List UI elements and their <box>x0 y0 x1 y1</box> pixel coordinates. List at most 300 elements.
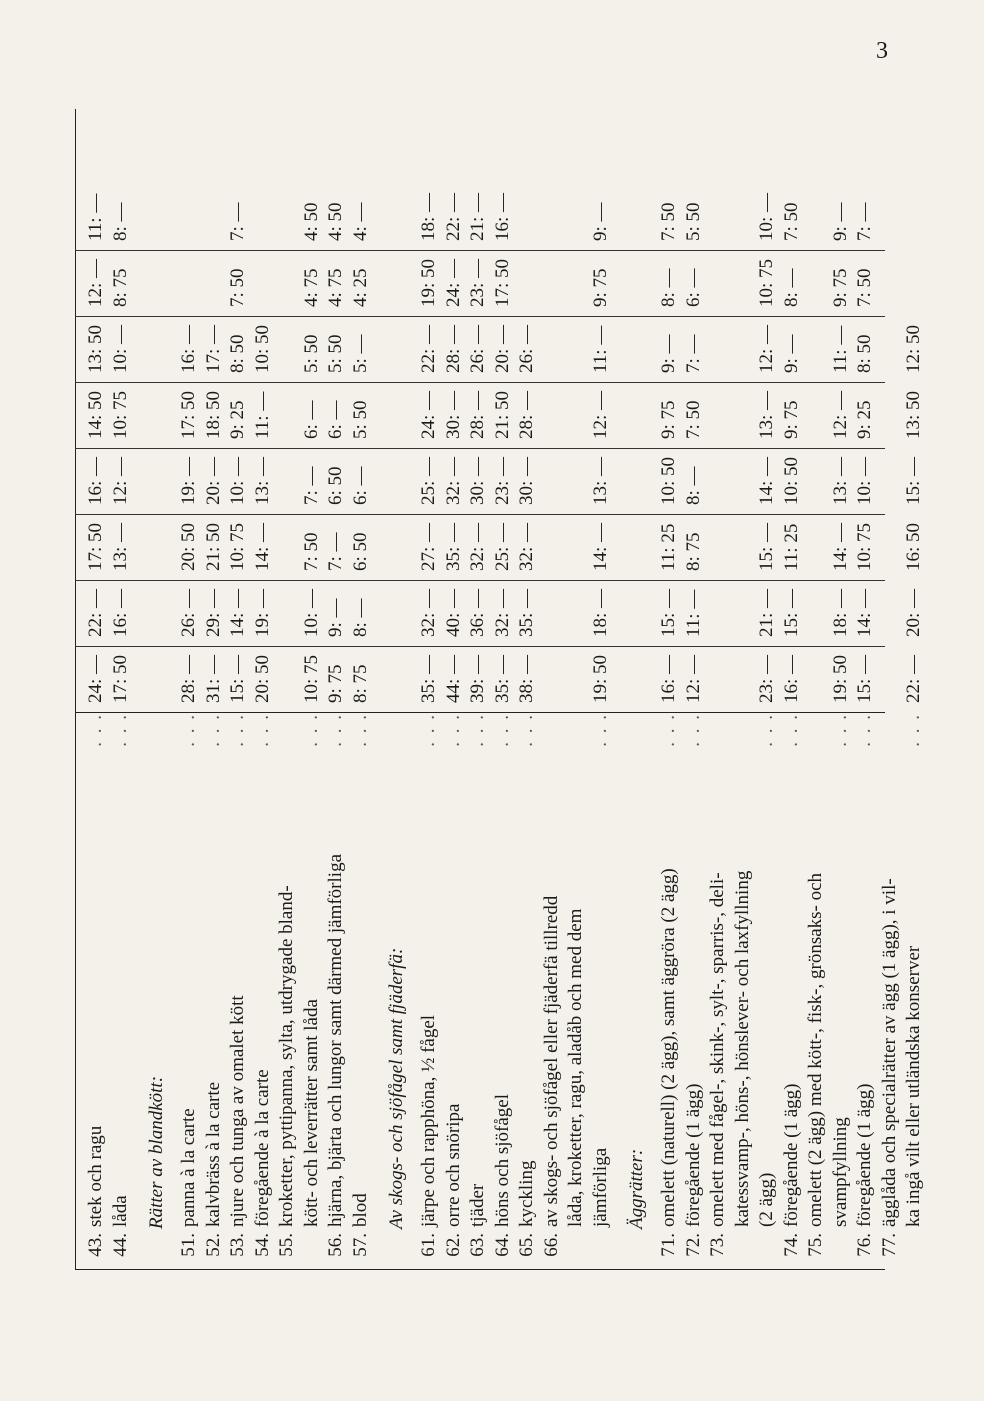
leader-dots: . . . <box>491 713 513 747</box>
row-number: 44. <box>109 1233 131 1257</box>
row-number: 65. <box>516 1233 537 1257</box>
price-cell: 10: — <box>109 324 131 373</box>
price-cell: 8: 75 <box>682 532 704 571</box>
price-cell: 16: 50 <box>903 522 924 571</box>
price-cell: 14: — <box>251 522 273 571</box>
table-row <box>108 109 134 1269</box>
price-cell: 22: — <box>442 192 464 241</box>
leader-dots: . . . <box>589 713 611 747</box>
price-cell: 20: — <box>202 456 224 505</box>
price-cell: 20: 50 <box>178 522 199 571</box>
price-cell <box>563 643 589 709</box>
price-cell: 18: 50 <box>202 390 224 439</box>
price-cell: 8: 50 <box>227 334 248 373</box>
price-cell: 36: — <box>467 588 488 637</box>
price-cell <box>705 379 731 445</box>
price-cell: 19: 50 <box>418 258 439 307</box>
row-label: kyckling <box>516 1160 537 1227</box>
row-description <box>705 713 731 1269</box>
price-cell <box>539 643 565 709</box>
price-cell <box>274 511 300 577</box>
price-cell <box>563 247 589 313</box>
price-cell: 18: — <box>418 192 439 241</box>
row-label: svampfyllning <box>829 1117 851 1227</box>
price-cell: 10: 75 <box>227 522 248 571</box>
price-cell: 4: 50 <box>300 202 322 241</box>
price-cell: 32: — <box>467 522 488 571</box>
table-row <box>877 109 903 1269</box>
price-cell: 11: — <box>251 391 273 439</box>
price-cell: 5: 50 <box>300 334 322 373</box>
leader-dots: . . . <box>227 713 248 747</box>
price-cell: 25: — <box>491 522 513 571</box>
row-description <box>108 713 134 1269</box>
price-cell: 11: — <box>829 325 851 373</box>
price-cell: 9: 75 <box>829 268 851 307</box>
price-cell <box>730 181 756 247</box>
price-cell: 38: — <box>516 654 537 703</box>
price-cell: 20: 50 <box>251 654 273 703</box>
price-cell <box>539 313 565 379</box>
row-description <box>828 713 854 1269</box>
price-cell <box>730 247 756 313</box>
price-cell: 8: — <box>109 202 131 241</box>
price-cell <box>563 313 589 379</box>
leader-dots: . . . <box>903 713 924 747</box>
row-label: tjäder <box>467 1183 488 1227</box>
price-cell: 12: — <box>85 258 106 307</box>
table-row <box>465 109 491 1269</box>
row-description <box>225 713 251 1269</box>
row-description <box>250 713 276 1269</box>
price-cell: 8: 75 <box>349 664 371 703</box>
row-description <box>514 713 540 1269</box>
row-description <box>803 713 829 1269</box>
leader-dots: . . . <box>854 713 875 747</box>
price-cell: 7: — <box>325 532 346 571</box>
price-cell: 30: — <box>516 456 537 505</box>
price-cell: 9: — <box>658 334 679 373</box>
price-cell: 13: 50 <box>85 324 106 373</box>
price-cell: 9: 75 <box>780 400 802 439</box>
price-cell <box>803 577 829 643</box>
price-cell: 13: — <box>756 390 777 439</box>
price-cell: 4: 75 <box>300 268 322 307</box>
row-description <box>588 713 614 1269</box>
row-description <box>563 713 589 1269</box>
price-cell: 9: 75 <box>589 268 611 307</box>
leader-dots: . . . <box>658 713 679 747</box>
row-label: föregående (1 ägg) <box>854 1083 875 1227</box>
price-cell <box>877 445 903 511</box>
leader-dots: . . . <box>349 713 371 747</box>
price-cell: 8: — <box>682 466 704 505</box>
table-row <box>656 109 682 1269</box>
price-cell: 14: — <box>227 588 248 637</box>
row-description <box>490 713 516 1269</box>
price-cell: 6: — <box>682 268 704 307</box>
price-cell: 16: — <box>491 192 513 241</box>
price-cell: 20: — <box>491 324 513 373</box>
row-number: 53. <box>227 1233 248 1257</box>
price-cell: 10: — <box>854 456 875 505</box>
price-cell: 8: 75 <box>109 268 131 307</box>
price-cell: 10: 75 <box>300 654 322 703</box>
row-label: ägglåda och specialrätter av ägg (1 ägg), i vil- <box>878 878 900 1227</box>
price-cell: 10: 50 <box>658 456 679 505</box>
price-cell: 21: 50 <box>202 522 224 571</box>
price-cell <box>705 181 731 247</box>
price-cell: 12: — <box>589 390 611 439</box>
row-number: 43. <box>85 1233 106 1257</box>
row-number: 62. <box>442 1233 464 1257</box>
price-cell: 11: 25 <box>658 523 679 571</box>
price-cell: 14: — <box>756 456 777 505</box>
price-cell: 4: 75 <box>325 268 346 307</box>
price-cell: 32: — <box>491 588 513 637</box>
price-cell <box>877 643 903 709</box>
price-cell: 4: 50 <box>325 202 346 241</box>
row-description <box>465 713 491 1269</box>
price-cell <box>539 445 565 511</box>
row-label: njure och tunga av omalet kött <box>227 995 248 1227</box>
price-cell: 23: — <box>756 654 777 703</box>
price-cell: 44: — <box>442 654 464 703</box>
price-cell: 18: — <box>589 588 611 637</box>
price-cell: 14: — <box>829 522 851 571</box>
row-description <box>754 713 780 1269</box>
leader-dots: . . . <box>467 713 488 747</box>
row-number: 57. <box>349 1233 371 1257</box>
row-label: omelett (naturell) (2 ägg), samt äggröra (2 ägg) <box>658 868 679 1227</box>
price-cell: 18: — <box>829 588 851 637</box>
price-cell: 19: — <box>251 588 273 637</box>
price-cell <box>250 247 276 313</box>
table-row <box>348 109 374 1269</box>
table-row <box>754 109 780 1269</box>
row-label: järpe och rapphöna, ½ fågel <box>418 1014 439 1227</box>
row-number: 76. <box>854 1233 875 1257</box>
row-label: hjärna, bjärta och lungor samt därmed jämförliga <box>325 853 346 1227</box>
price-cell <box>730 313 756 379</box>
price-cell: 22: — <box>418 324 439 373</box>
row-number: 52. <box>202 1233 224 1257</box>
row-label: ka ingå vilt eller utländska konserver <box>903 945 924 1227</box>
price-cell: 11: — <box>589 325 611 373</box>
price-cell: 26: — <box>467 324 488 373</box>
row-label: kroketter, pyttipanna, sylta, utdrygade bland- <box>276 885 297 1227</box>
row-label: föregående à la carte <box>251 1069 273 1227</box>
row-description <box>416 713 442 1269</box>
price-cell <box>803 247 829 313</box>
price-cell <box>901 181 927 247</box>
leader-dots: . . . <box>251 713 273 747</box>
price-table <box>75 109 924 1270</box>
row-description <box>176 713 202 1269</box>
price-cell <box>274 577 300 643</box>
price-cell <box>803 511 829 577</box>
table-row <box>323 109 349 1269</box>
row-description <box>730 713 756 1269</box>
price-cell: 7: 50 <box>227 268 248 307</box>
row-number: 72. <box>682 1233 704 1257</box>
price-cell <box>514 247 540 313</box>
price-cell <box>539 181 565 247</box>
price-cell <box>274 181 300 247</box>
row-label: omelett (2 ägg) med kött-, fisk-, grönsaks- och <box>805 872 826 1227</box>
price-cell: 9: 25 <box>854 400 875 439</box>
row-number: 63. <box>467 1233 488 1257</box>
price-cell: 15: — <box>780 588 802 637</box>
price-cell: 7: 50 <box>658 202 679 241</box>
table-row <box>730 109 756 1269</box>
price-cell: 12: — <box>756 324 777 373</box>
price-cell: 17: — <box>202 324 224 373</box>
row-label: låda <box>109 1195 131 1227</box>
price-cell: 15: — <box>658 588 679 637</box>
price-cell: 17: 50 <box>491 258 513 307</box>
row-description <box>274 713 300 1269</box>
price-cell: 8: — <box>349 598 371 637</box>
price-cell: 22: — <box>85 588 106 637</box>
table-row <box>901 109 927 1269</box>
price-cell: 16: — <box>658 654 679 703</box>
leader-dots: . . . <box>300 713 322 747</box>
price-cell <box>201 247 227 313</box>
table-row <box>828 109 854 1269</box>
price-cell: 13: 50 <box>903 390 924 439</box>
row-number: 73. <box>707 1233 728 1257</box>
price-cell: 7: — <box>854 202 875 241</box>
price-cell <box>539 511 565 577</box>
table-row <box>779 109 805 1269</box>
price-cell: 7: — <box>300 466 322 505</box>
price-cell <box>730 643 756 709</box>
price-cell: 10: — <box>300 588 322 637</box>
price-cell: 15: — <box>903 456 924 505</box>
price-cell <box>539 247 565 313</box>
price-cell: 23: — <box>467 258 488 307</box>
price-cell: 32: — <box>418 588 439 637</box>
price-cell <box>803 643 829 709</box>
row-number: 71. <box>658 1233 679 1257</box>
price-cell: 10: 75 <box>109 390 131 439</box>
price-cell: 14: — <box>589 522 611 571</box>
price-cell: 16: — <box>178 324 199 373</box>
price-cell <box>539 577 565 643</box>
price-cell: 9: — <box>829 202 851 241</box>
price-cell: 15: — <box>854 654 875 703</box>
leader-dots: . . . <box>756 713 777 747</box>
price-cell: 9: 75 <box>325 664 346 703</box>
price-cell: 16: — <box>85 456 106 505</box>
row-label: av skogs- och sjöfågel eller fjäderfä tillredd <box>540 895 562 1227</box>
price-cell <box>730 379 756 445</box>
price-cell: 7: 50 <box>300 532 322 571</box>
row-description <box>901 713 927 1269</box>
table-row <box>514 109 540 1269</box>
table-row <box>803 109 829 1269</box>
table-top-rule <box>75 109 76 1269</box>
row-number: 74. <box>780 1233 802 1257</box>
price-cell <box>563 379 589 445</box>
price-cell: 21: — <box>756 588 777 637</box>
row-label: låda, kroketter, ragu, aladåb och med dem <box>565 908 586 1227</box>
price-cell <box>274 313 300 379</box>
price-cell <box>274 247 300 313</box>
row-label: omelett med fågel-, skink-, sylt-, sparris-, deli- <box>707 872 728 1227</box>
price-cell <box>705 577 731 643</box>
leader-dots: . . . <box>682 713 704 747</box>
price-cell: 21: — <box>467 192 488 241</box>
table-row <box>588 109 614 1269</box>
price-cell <box>176 181 202 247</box>
price-cell: 14: 50 <box>85 390 106 439</box>
price-cell <box>877 577 903 643</box>
leader-dots: . . . <box>780 713 802 747</box>
row-label: föregående (1 ägg) <box>780 1083 802 1227</box>
leader-dots: . . . <box>418 713 439 747</box>
leader-dots: . . . <box>516 713 537 747</box>
price-cell: 15: — <box>227 654 248 703</box>
leader-dots: . . . <box>325 713 346 747</box>
row-label: (2 ägg) <box>756 1172 777 1227</box>
table-row <box>225 109 251 1269</box>
table-row <box>441 109 467 1269</box>
row-number: 51. <box>178 1233 199 1257</box>
price-cell: 13: — <box>251 456 273 505</box>
table-row <box>274 109 300 1269</box>
price-cell <box>176 247 202 313</box>
table-row <box>299 109 325 1269</box>
price-cell: 14: — <box>854 588 875 637</box>
price-cell: 19: 50 <box>589 654 611 703</box>
price-cell: 22: — <box>903 654 924 703</box>
price-cell: 5: 50 <box>349 400 371 439</box>
price-cell: 40: — <box>442 588 464 637</box>
price-cell: 13: — <box>109 522 131 571</box>
price-cell: 28: — <box>516 390 537 439</box>
row-number: 61. <box>418 1233 439 1257</box>
row-number: 64. <box>491 1233 513 1257</box>
row-number: 56. <box>325 1233 346 1257</box>
price-cell: 24: — <box>442 258 464 307</box>
row-number: 77. <box>878 1233 900 1257</box>
price-cell: 6: 50 <box>349 532 371 571</box>
row-label: jämförliga <box>589 1147 611 1227</box>
price-cell <box>803 313 829 379</box>
row-label: höns och sjöfågel <box>491 1094 513 1227</box>
row-description <box>852 713 878 1269</box>
price-cell <box>705 247 731 313</box>
price-cell: 7: 50 <box>780 202 802 241</box>
row-label: orre och snöripa <box>442 1103 464 1227</box>
price-cell: 6: — <box>300 400 322 439</box>
price-cell: 12: — <box>829 390 851 439</box>
table-row <box>539 109 565 1269</box>
leader-dots: . . . <box>109 713 131 747</box>
price-cell <box>877 511 903 577</box>
price-cell: 8: 50 <box>854 334 875 373</box>
price-cell: 39: — <box>467 654 488 703</box>
price-cell: 4: 25 <box>349 268 371 307</box>
row-description <box>779 713 805 1269</box>
price-cell <box>274 445 300 511</box>
price-cell: 30: — <box>442 390 464 439</box>
row-description <box>539 713 565 1269</box>
leader-dots: . . . <box>829 713 851 747</box>
price-cell <box>877 313 903 379</box>
row-description <box>877 713 903 1269</box>
price-cell <box>201 181 227 247</box>
price-cell: 35: — <box>442 522 464 571</box>
price-cell <box>563 445 589 511</box>
price-cell: 26: — <box>178 588 199 637</box>
rotated-price-table <box>75 110 924 1270</box>
price-cell: 9: 75 <box>658 400 679 439</box>
table-row <box>490 109 516 1269</box>
table-row <box>176 109 202 1269</box>
price-cell: 29: — <box>202 588 224 637</box>
price-cell: 32: — <box>516 522 537 571</box>
price-cell <box>250 181 276 247</box>
price-cell: 19: — <box>178 456 199 505</box>
section-heading: Rätter av blandkött: <box>146 1075 167 1229</box>
price-cell: 17: 50 <box>109 654 131 703</box>
row-description <box>83 713 109 1269</box>
row-description <box>323 713 349 1269</box>
price-cell: 10: 50 <box>780 456 802 505</box>
price-cell: 13: — <box>829 456 851 505</box>
price-cell: 10: 75 <box>854 522 875 571</box>
table-row <box>250 109 276 1269</box>
section-heading: Äggrätter: <box>626 1148 647 1229</box>
page-number: 3 <box>876 38 888 64</box>
price-cell: 26: — <box>516 324 537 373</box>
table-row <box>852 109 878 1269</box>
price-cell <box>730 511 756 577</box>
row-label: blod <box>349 1193 371 1227</box>
price-cell: 5: — <box>349 334 371 373</box>
price-cell <box>730 445 756 511</box>
leader-dots: . . . <box>202 713 224 747</box>
row-label: föregående (1 ägg) <box>682 1083 704 1227</box>
price-cell: 35: — <box>516 588 537 637</box>
table-row <box>563 109 589 1269</box>
price-cell: 10: — <box>227 456 248 505</box>
table-row <box>705 109 731 1269</box>
price-cell: 12: — <box>682 654 704 703</box>
leader-dots: . . . <box>85 713 106 747</box>
table-row <box>681 109 707 1269</box>
price-cell <box>803 181 829 247</box>
price-cell <box>901 247 927 313</box>
price-cell: 6: — <box>325 400 346 439</box>
price-cell: 7: 50 <box>682 400 704 439</box>
table-row <box>83 109 109 1269</box>
price-cell: 23: — <box>491 456 513 505</box>
price-cell: 19: 50 <box>829 654 851 703</box>
price-cell: 28: — <box>467 390 488 439</box>
price-cell: 16: — <box>780 654 802 703</box>
price-cell: 30: — <box>467 456 488 505</box>
price-cell: 20: — <box>903 588 924 637</box>
row-label: stek och ragu <box>85 1125 106 1227</box>
row-description <box>299 713 325 1269</box>
price-cell: 9: 25 <box>227 400 248 439</box>
price-cell: 13: — <box>589 456 611 505</box>
price-cell <box>563 511 589 577</box>
